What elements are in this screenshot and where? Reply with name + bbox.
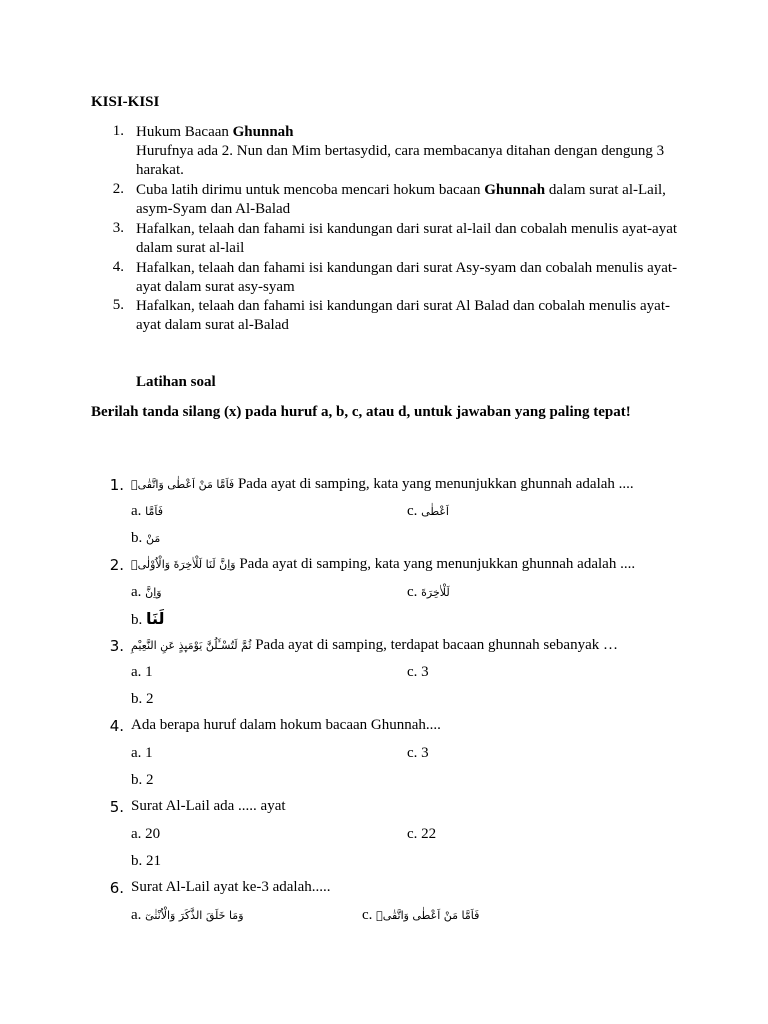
option-c[interactable] xyxy=(407,584,450,601)
option-text: 3 xyxy=(421,745,429,761)
section-title: Latihan soal xyxy=(136,374,216,390)
question-number: 1. xyxy=(109,476,124,494)
option-text: 2 xyxy=(146,691,154,707)
question-number: 6. xyxy=(109,879,124,897)
question-text xyxy=(131,556,635,573)
arabic-verse: وَاِنَّ لَنَا لَلْاٰخِرَةَ وَالْاُوْلٰىۗ xyxy=(131,558,236,571)
option-text: وَاِنَّ xyxy=(145,586,162,599)
option-text: 1 xyxy=(145,745,153,761)
arabic-verse: ثُمَّ لَتُسْـَٔلُنَّ يَوْمَىِٕذٍ عَنِ النَّعِيْمِ xyxy=(131,639,252,652)
list-number: 1. xyxy=(112,123,124,139)
option-label: b. xyxy=(131,612,143,628)
option-label: c. xyxy=(407,584,418,600)
question-prompt: Pada ayat di samping, kata yang menunjukkan ghunnah adalah .... xyxy=(234,476,634,492)
list-item xyxy=(136,123,681,180)
option-label: c. xyxy=(407,503,418,519)
list-item: Hafalkan, telaah dan fahami isi kandungan dari surat al-lail dan cobalah menulis ayat-ayat dalam surat al-lail xyxy=(136,221,678,256)
option-a[interactable] xyxy=(131,503,163,520)
option-c[interactable] xyxy=(407,503,449,520)
option-label: a. xyxy=(131,664,142,680)
question-text xyxy=(131,637,618,654)
question-text: Surat Al-Lail ayat ke-3 adalah..... xyxy=(131,879,331,895)
item-text-post: dalam surat al-Lail, asym-Syam dan Al-Balad xyxy=(136,182,666,217)
option-text: مَنْ xyxy=(146,532,161,545)
option-text: فَاَمَّا xyxy=(145,505,164,518)
item-text: Hukum Bacaan xyxy=(136,124,233,140)
option-label: a. xyxy=(131,826,142,842)
option-b[interactable] xyxy=(131,530,160,547)
option-a[interactable] xyxy=(131,584,162,601)
option-label: b. xyxy=(131,691,143,707)
question-text: Surat Al-Lail ada ..... ayat xyxy=(131,798,286,814)
question-number: 2. xyxy=(109,556,124,574)
option-b[interactable] xyxy=(131,691,154,708)
option-c[interactable] xyxy=(407,664,429,681)
list-item xyxy=(136,181,681,219)
option-b[interactable] xyxy=(131,772,154,789)
option-label: c. xyxy=(407,745,418,761)
option-a[interactable] xyxy=(131,664,153,681)
question-prompt: Pada ayat di samping, kata yang menunjukkan ghunnah adalah .... xyxy=(235,556,636,572)
list-number: 5. xyxy=(112,297,124,313)
item-text: Cuba latih dirimu untuk mencoba mencari hokum bacaan xyxy=(136,182,485,198)
instruction: Berilah tanda silang (x) pada huruf a, b, c, atau d, untuk jawaban yang paling tepat! xyxy=(91,404,631,420)
list-item: Hafalkan, telaah dan fahami isi kandungan dari surat Asy-syam dan cobalah menulis ayat-ayat dalam surat asy-syam xyxy=(136,260,678,295)
question-prompt: Pada ayat di samping, terdapat bacaan ghunnah sebanyak … xyxy=(251,637,618,653)
option-label: a. xyxy=(131,584,142,600)
option-label: a. xyxy=(131,745,142,761)
option-label: b. xyxy=(131,853,143,869)
option-text: 2 xyxy=(146,772,154,788)
list-number: 2. xyxy=(112,181,124,197)
option-text: لَلْاٰخِرَةَ xyxy=(421,586,450,599)
list-number: 3. xyxy=(112,220,124,236)
item-bold-text: Ghunnah xyxy=(232,124,294,140)
option-text: 22 xyxy=(421,826,437,842)
option-label: c. xyxy=(362,907,373,923)
option-label: a. xyxy=(131,503,142,519)
question-number: 3. xyxy=(109,637,124,655)
option-label: b. xyxy=(131,772,143,788)
option-text: فَاَمَّا مَنْ اَعْطٰى وَاتَّقٰىۙ xyxy=(376,909,480,922)
option-c[interactable] xyxy=(407,745,429,762)
option-c[interactable] xyxy=(362,907,479,924)
page-title: KISI-KISI xyxy=(91,94,160,110)
question-number: 4. xyxy=(109,717,124,735)
option-a[interactable] xyxy=(131,907,244,924)
question-text: Ada berapa huruf dalam hokum bacaan Ghunnah.... xyxy=(131,717,441,733)
list-item: Hafalkan, telaah dan fahami isi kandungan dari surat Al Balad dan cobalah menulis ayat-ayat dalam surat al-Balad xyxy=(136,298,670,333)
option-text: لَنَا xyxy=(146,609,165,628)
item-bold-text: Ghunnah xyxy=(484,182,546,198)
option-text: 21 xyxy=(146,853,161,869)
option-text: 3 xyxy=(421,664,429,680)
option-label: c. xyxy=(407,826,418,842)
question-text xyxy=(131,476,634,493)
option-b[interactable] xyxy=(131,853,161,870)
option-a[interactable] xyxy=(131,745,153,762)
option-text: 20 xyxy=(145,826,161,842)
question-number: 5. xyxy=(109,798,124,816)
option-label: c. xyxy=(407,664,418,680)
option-label: b. xyxy=(131,530,143,546)
option-text: 1 xyxy=(145,664,153,680)
option-b[interactable] xyxy=(131,609,165,629)
list-number: 4. xyxy=(112,259,124,275)
option-text: اَعْطٰى xyxy=(421,505,449,518)
option-a[interactable] xyxy=(131,826,160,843)
option-text: وَمَا خَلَقَ الذَّكَرَ وَالْاُنْثٰىٓ xyxy=(145,909,244,922)
arabic-verse: فَاَمَّا مَنْ اَعْطٰى وَاتَّقٰىۙ xyxy=(131,478,235,491)
option-label: a. xyxy=(131,907,142,923)
item-text-line2: Hurufnya ada 2. Nun dan Mim bertasydid, cara membacanya ditahan dengan dengung 3 harakat. xyxy=(136,143,665,178)
option-c[interactable] xyxy=(407,826,436,843)
